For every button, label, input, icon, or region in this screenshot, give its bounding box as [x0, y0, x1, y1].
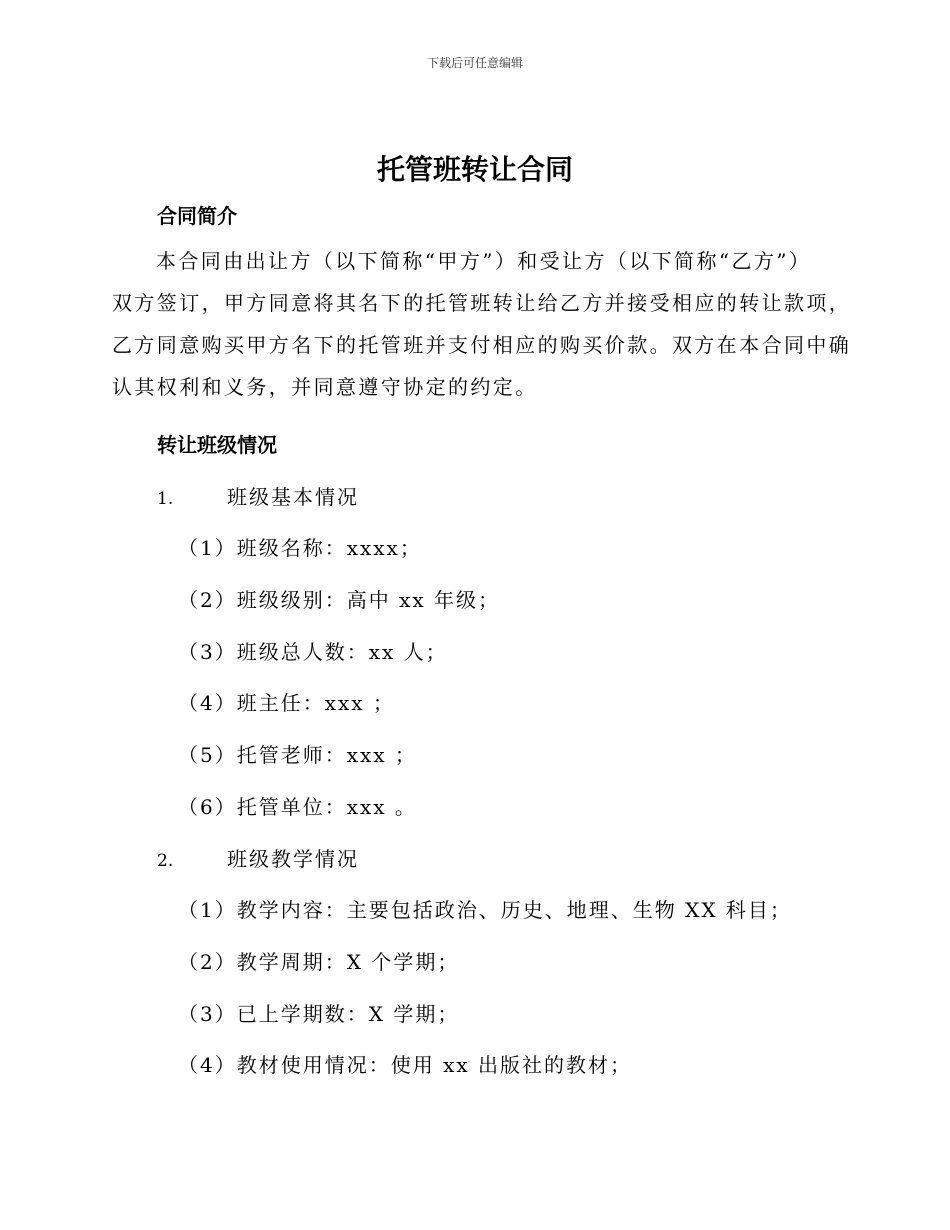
section-heading-contract-intro: 合同简介: [157, 204, 237, 228]
sub-item-class-size: （3）班级总人数：xx 人；: [178, 640, 448, 664]
sub-item-tutor: （5）托管老师：xxx ；: [178, 743, 417, 767]
paragraph-line: 认其权利和义务，并同意遵守协定的约定。: [112, 375, 538, 399]
sub-item-class-name: （1）班级名称：xxxx；: [178, 536, 422, 560]
sub-item-terms-completed: （3）已上学期数：X 学期；: [178, 1002, 460, 1026]
page-header-note: 下载后可任意编辑: [426, 56, 523, 70]
sub-item-teaching-content: （1）教学内容：主要包括政治、历史、地理、生物 XX 科目；: [178, 898, 792, 922]
paragraph-line: 本合同由出让方（以下简称“甲方”）和受让方（以下简称“乙方”）: [156, 249, 812, 273]
sub-item-textbook-usage: （4）教材使用情况：使用 xx 出版社的教材；: [178, 1053, 632, 1077]
numbered-item-basic-info: [157, 481, 359, 510]
item-number: 1.: [157, 489, 174, 509]
paragraph-line: 双方签订，甲方同意将其名下的托管班转让给乙方并接受相应的转让款项，: [112, 291, 852, 315]
document-title: 托管班转让合同: [376, 153, 573, 186]
item-number: 2.: [157, 851, 174, 871]
sub-item-class-level: （2）班级级别：高中 xx 年级；: [178, 588, 500, 612]
item-label: 班级基本情况: [227, 485, 359, 509]
sub-item-head-teacher: （4）班主任：xxx ；: [178, 691, 395, 715]
numbered-item-teaching-info: [157, 843, 359, 872]
section-heading-class-info: 转让班级情况: [157, 433, 277, 457]
item-label: 班级教学情况: [227, 847, 359, 871]
paragraph-line: 乙方同意购买甲方名下的托管班并支付相应的购买价款。双方在本合同中确: [112, 333, 852, 357]
sub-item-tutoring-unit: （6）托管单位：xxx 。: [178, 795, 417, 819]
sub-item-teaching-period: （2）教学周期：X 个学期；: [178, 950, 460, 974]
contract-intro-paragraph: [112, 240, 852, 408]
